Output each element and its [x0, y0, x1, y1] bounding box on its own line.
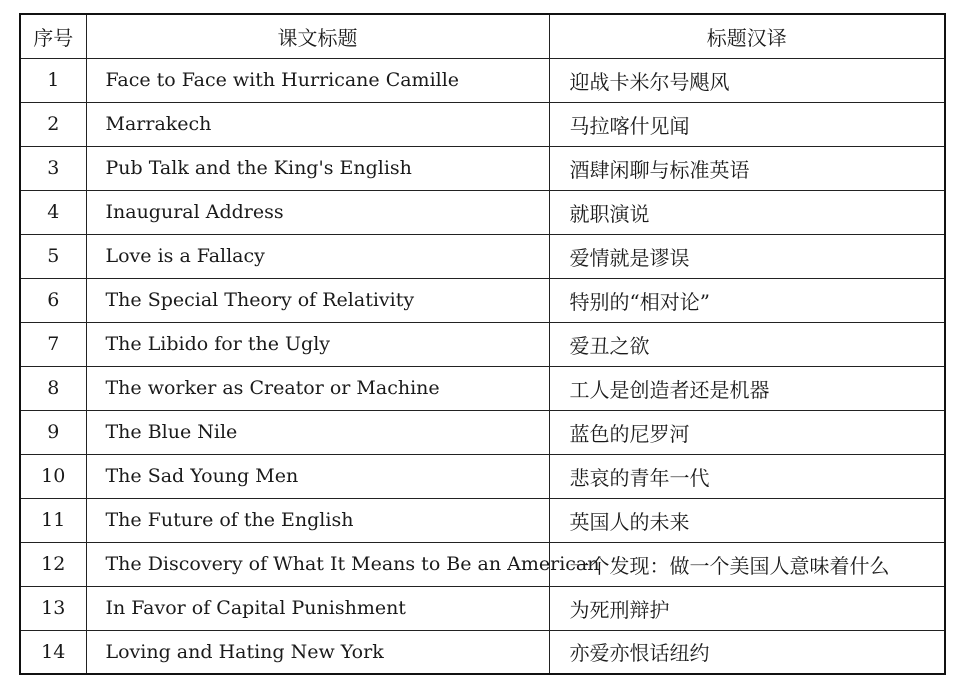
- table-row: [20, 102, 945, 146]
- title-translation: 迎战卡米尔号飓风: [549, 58, 945, 102]
- table-row: [20, 58, 945, 102]
- title-translation: 马拉喀什见闻: [549, 102, 945, 146]
- lesson-title: Love is a Fallacy: [86, 234, 549, 278]
- table-header-row: [20, 14, 945, 58]
- lesson-title: The worker as Creator or Machine: [86, 366, 549, 410]
- table-row: [20, 454, 945, 498]
- title-translation: 蓝色的尼罗河: [549, 410, 945, 454]
- table-row: [20, 278, 945, 322]
- lesson-title: Pub Talk and the King's English: [86, 146, 549, 190]
- row-number: 6: [20, 278, 86, 322]
- row-number: 12: [20, 542, 86, 586]
- title-translation: 酒肆闲聊与标准英语: [549, 146, 945, 190]
- title-translation: 爱丑之欲: [549, 322, 945, 366]
- table-row: [20, 146, 945, 190]
- row-number: 9: [20, 410, 86, 454]
- table-body: [20, 58, 945, 674]
- lesson-title: In Favor of Capital Punishment: [86, 586, 549, 630]
- row-number: 5: [20, 234, 86, 278]
- row-number: 8: [20, 366, 86, 410]
- row-number: 14: [20, 630, 86, 674]
- row-number: 10: [20, 454, 86, 498]
- lesson-title: The Sad Young Men: [86, 454, 549, 498]
- cropped-caption-area: [0, 0, 968, 10]
- lesson-title: The Discovery of What It Means to Be an American: [86, 542, 549, 586]
- row-number: 2: [20, 102, 86, 146]
- table-row: [20, 410, 945, 454]
- lesson-title: Marrakech: [86, 102, 549, 146]
- lesson-title: Loving and Hating New York: [86, 630, 549, 674]
- title-translation: 爱情就是谬误: [549, 234, 945, 278]
- lesson-title: Inaugural Address: [86, 190, 549, 234]
- title-translation: 一个发现：做一个美国人意味着什么: [549, 542, 945, 586]
- table-row: [20, 586, 945, 630]
- title-translation: 为死刑辩护: [549, 586, 945, 630]
- header-number: 序号: [20, 14, 86, 58]
- row-number: 1: [20, 58, 86, 102]
- table-row: [20, 190, 945, 234]
- lesson-title-table: [19, 13, 946, 675]
- header-translation: 标题汉译: [549, 14, 945, 58]
- title-translation: 特别的“相对论”: [549, 278, 945, 322]
- header-title: 课文标题: [86, 14, 549, 58]
- row-number: 13: [20, 586, 86, 630]
- table-row: [20, 542, 945, 586]
- lesson-title: The Future of the English: [86, 498, 549, 542]
- lesson-title: The Libido for the Ugly: [86, 322, 549, 366]
- lesson-title: The Special Theory of Relativity: [86, 278, 549, 322]
- table-row: [20, 322, 945, 366]
- title-translation: 悲哀的青年一代: [549, 454, 945, 498]
- title-translation: 亦爱亦恨话纽约: [549, 630, 945, 674]
- lesson-title: The Blue Nile: [86, 410, 549, 454]
- row-number: 11: [20, 498, 86, 542]
- table-row: [20, 630, 945, 674]
- title-translation: 工人是创造者还是机器: [549, 366, 945, 410]
- row-number: 4: [20, 190, 86, 234]
- table-row: [20, 498, 945, 542]
- row-number: 3: [20, 146, 86, 190]
- table-row: [20, 234, 945, 278]
- table-row: [20, 366, 945, 410]
- title-translation: 英国人的未来: [549, 498, 945, 542]
- title-translation: 就职演说: [549, 190, 945, 234]
- lesson-title: Face to Face with Hurricane Camille: [86, 58, 549, 102]
- row-number: 7: [20, 322, 86, 366]
